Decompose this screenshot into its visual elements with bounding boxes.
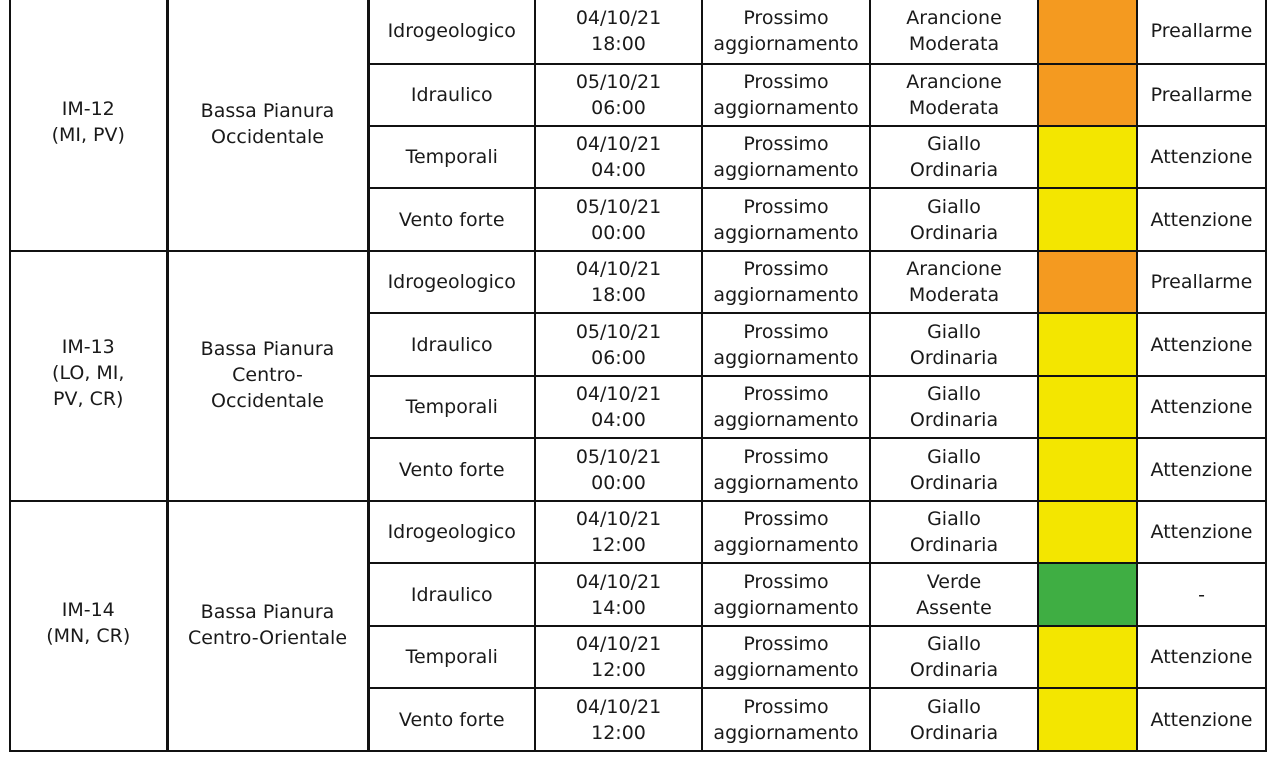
risk-type-cell: Idraulico: [368, 64, 535, 126]
alert-table: [9, 0, 1267, 752]
update-status-cell: Prossimo aggiornamento: [702, 688, 870, 751]
risk-type-cell: Idraulico: [368, 313, 535, 375]
alert-phase-cell: Attenzione: [1137, 501, 1266, 563]
alert-phase-cell: Preallarme: [1137, 0, 1266, 64]
issue-date-cell: 04/10/21 12:00: [535, 688, 702, 751]
update-status-cell: Prossimo aggiornamento: [702, 188, 870, 250]
criticality-level-cell: Giallo Ordinaria: [870, 688, 1038, 751]
issue-date-cell: 04/10/21 18:00: [535, 0, 702, 64]
update-status-cell: Prossimo aggiornamento: [702, 438, 870, 500]
alert-phase-cell: Attenzione: [1137, 438, 1266, 500]
table-row: [10, 0, 1266, 64]
issue-date-cell: 04/10/21 12:00: [535, 501, 702, 563]
zone-name-label: Bassa Pianura Centro- Occidentale: [200, 337, 335, 412]
alert-color-swatch: [1038, 438, 1137, 500]
alert-phase-cell: -: [1137, 563, 1266, 625]
criticality-level-cell: Arancione Moderata: [870, 251, 1038, 313]
criticality-level-cell: Giallo Ordinaria: [870, 501, 1038, 563]
alert-phase-cell: Attenzione: [1137, 126, 1266, 188]
zone-name-label: Bassa Pianura Centro-Orientale: [187, 600, 348, 649]
alert-color-swatch: [1038, 563, 1137, 625]
criticality-level-cell: Giallo Ordinaria: [870, 626, 1038, 688]
risk-type-cell: Idraulico: [368, 563, 535, 625]
risk-type-cell: Vento forte: [368, 438, 535, 500]
alert-color-swatch: [1038, 688, 1137, 751]
criticality-level-cell: Giallo Ordinaria: [870, 438, 1038, 500]
risk-type-cell: Temporali: [368, 126, 535, 188]
risk-type-cell: Idrogeologico: [368, 251, 535, 313]
alert-phase-cell: Attenzione: [1137, 313, 1266, 375]
risk-type-cell: Vento forte: [368, 688, 535, 751]
zone-id-label: IM-14 (MN, CR): [46, 598, 131, 647]
table-row: [10, 501, 1266, 563]
issue-date-cell: 04/10/21 12:00: [535, 626, 702, 688]
risk-type-cell: Idrogeologico: [368, 501, 535, 563]
table-row: [10, 251, 1266, 313]
update-status-cell: Prossimo aggiornamento: [702, 126, 870, 188]
zone-name-cell: [167, 0, 368, 251]
risk-type-cell: Temporali: [368, 626, 535, 688]
update-status-cell: Prossimo aggiornamento: [702, 64, 870, 126]
update-status-cell: Prossimo aggiornamento: [702, 313, 870, 375]
criticality-level-cell: Verde Assente: [870, 563, 1038, 625]
risk-type-cell: Idrogeologico: [368, 0, 535, 64]
zone-id-label: IM-13 (LO, MI, PV, CR): [52, 335, 125, 410]
update-status-cell: Prossimo aggiornamento: [702, 501, 870, 563]
alert-color-swatch: [1038, 251, 1137, 313]
zone-name-cell: [167, 251, 368, 501]
update-status-cell: Prossimo aggiornamento: [702, 376, 870, 438]
table-body: [10, 0, 1266, 751]
zone-name-cell: [167, 501, 368, 751]
alert-color-swatch: [1038, 626, 1137, 688]
zone-name-label: Bassa Pianura Occidentale: [200, 99, 335, 148]
alert-color-swatch: [1038, 376, 1137, 438]
update-status-cell: Prossimo aggiornamento: [702, 563, 870, 625]
update-status-cell: Prossimo aggiornamento: [702, 251, 870, 313]
alert-phase-cell: Attenzione: [1137, 626, 1266, 688]
alert-phase-cell: Preallarme: [1137, 251, 1266, 313]
issue-date-cell: 05/10/21 00:00: [535, 438, 702, 500]
risk-type-cell: Temporali: [368, 376, 535, 438]
alert-color-swatch: [1038, 188, 1137, 250]
issue-date-cell: 04/10/21 04:00: [535, 376, 702, 438]
zone-id-cell: [10, 251, 167, 501]
risk-type-cell: Vento forte: [368, 188, 535, 250]
update-status-cell: Prossimo aggiornamento: [702, 626, 870, 688]
issue-date-cell: 04/10/21 04:00: [535, 126, 702, 188]
alert-color-swatch: [1038, 501, 1137, 563]
issue-date-cell: 04/10/21 18:00: [535, 251, 702, 313]
zone-id-cell: [10, 501, 167, 751]
criticality-level-cell: Arancione Moderata: [870, 64, 1038, 126]
update-status-cell: Prossimo aggiornamento: [702, 0, 870, 64]
criticality-level-cell: Giallo Ordinaria: [870, 376, 1038, 438]
issue-date-cell: 05/10/21 06:00: [535, 313, 702, 375]
alert-phase-cell: Attenzione: [1137, 188, 1266, 250]
criticality-level-cell: Giallo Ordinaria: [870, 313, 1038, 375]
criticality-level-cell: Giallo Ordinaria: [870, 188, 1038, 250]
issue-date-cell: 04/10/21 14:00: [535, 563, 702, 625]
zone-id-cell: [10, 0, 167, 251]
alert-color-swatch: [1038, 313, 1137, 375]
alert-phase-cell: Attenzione: [1137, 376, 1266, 438]
zone-id-label: IM-12 (MI, PV): [51, 97, 125, 146]
alert-color-swatch: [1038, 0, 1137, 64]
issue-date-cell: 05/10/21 06:00: [535, 64, 702, 126]
criticality-level-cell: Arancione Moderata: [870, 0, 1038, 64]
criticality-level-cell: Giallo Ordinaria: [870, 126, 1038, 188]
issue-date-cell: 05/10/21 00:00: [535, 188, 702, 250]
alert-phase-cell: Preallarme: [1137, 64, 1266, 126]
alert-color-swatch: [1038, 64, 1137, 126]
alert-phase-cell: Attenzione: [1137, 688, 1266, 751]
alert-color-swatch: [1038, 126, 1137, 188]
